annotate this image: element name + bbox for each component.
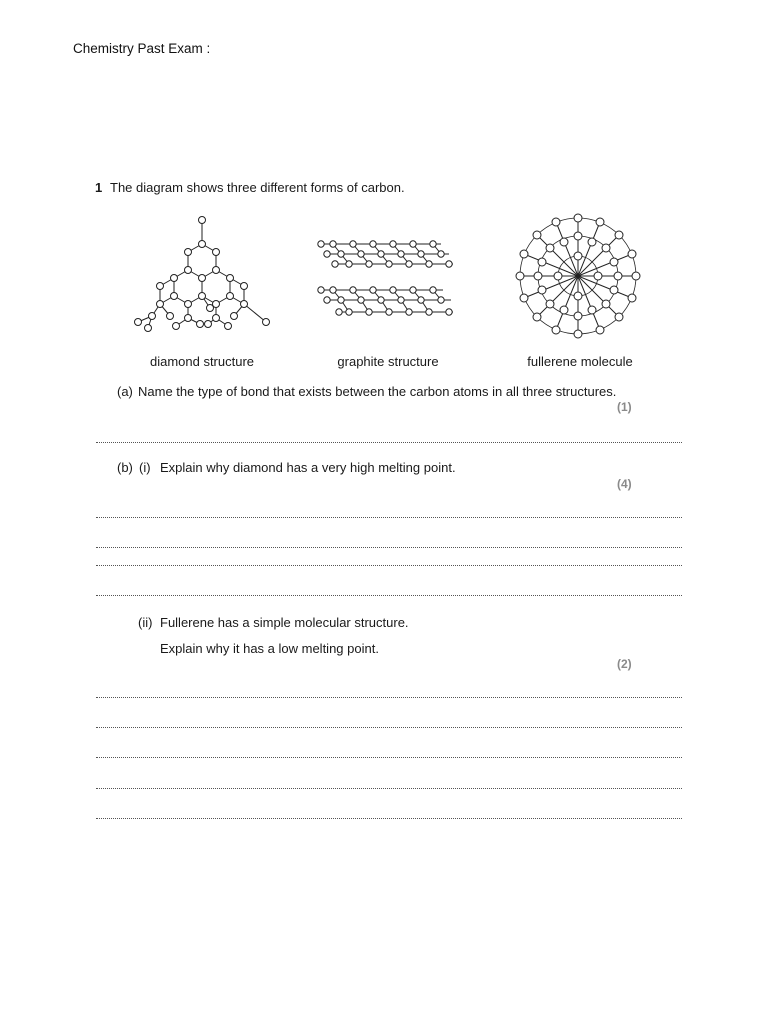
answer-line-b-i-3[interactable] — [96, 565, 682, 566]
part-b-i-label: (i) — [139, 460, 151, 475]
page-title: Chemistry Past Exam : — [73, 41, 211, 56]
answer-line-b-ii-3[interactable] — [96, 757, 682, 758]
answer-line-b-ii-4[interactable] — [96, 788, 682, 789]
answer-line-b-ii-2[interactable] — [96, 727, 682, 728]
part-b-ii-label: (ii) — [138, 615, 153, 630]
part-b-ii-marks: (2) — [617, 657, 632, 671]
part-b-ii-text2: Explain why it has a low melting point. — [160, 641, 379, 656]
answer-line-b-i-2[interactable] — [96, 547, 682, 548]
graphite-layer-bottom — [318, 287, 453, 315]
fullerene-molecule-icon — [508, 212, 648, 347]
question-stem: The diagram shows three different forms of carbon. — [110, 180, 405, 195]
diamond-structure-icon — [130, 212, 275, 342]
part-a-text: Name the type of bond that exists between the carbon atoms in all three structures. — [138, 384, 617, 399]
question-number: 1 — [95, 180, 103, 195]
part-b-label: (b) — [117, 460, 133, 475]
part-a-label: (a) — [117, 384, 133, 399]
answer-line-b-i-1[interactable] — [96, 517, 682, 518]
part-b-i-marks: (4) — [617, 477, 632, 491]
part-a-marks: (1) — [617, 400, 632, 414]
graphite-layer-top — [318, 241, 453, 267]
answer-line-b-ii-1[interactable] — [96, 697, 682, 698]
answer-line-b-ii-5[interactable] — [96, 818, 682, 819]
answer-line-a1[interactable] — [96, 442, 682, 443]
diamond-caption: diamond structure — [149, 354, 255, 369]
answer-line-b-i-4[interactable] — [96, 595, 682, 596]
fullerene-caption: fullerene molecule — [527, 354, 633, 369]
part-b-i-text: Explain why diamond has a very high melting point. — [160, 460, 456, 475]
graphite-caption: graphite structure — [337, 354, 439, 369]
graphite-structure-icon — [313, 232, 458, 327]
part-b-ii-text: Fullerene has a simple molecular structure. — [160, 615, 409, 630]
